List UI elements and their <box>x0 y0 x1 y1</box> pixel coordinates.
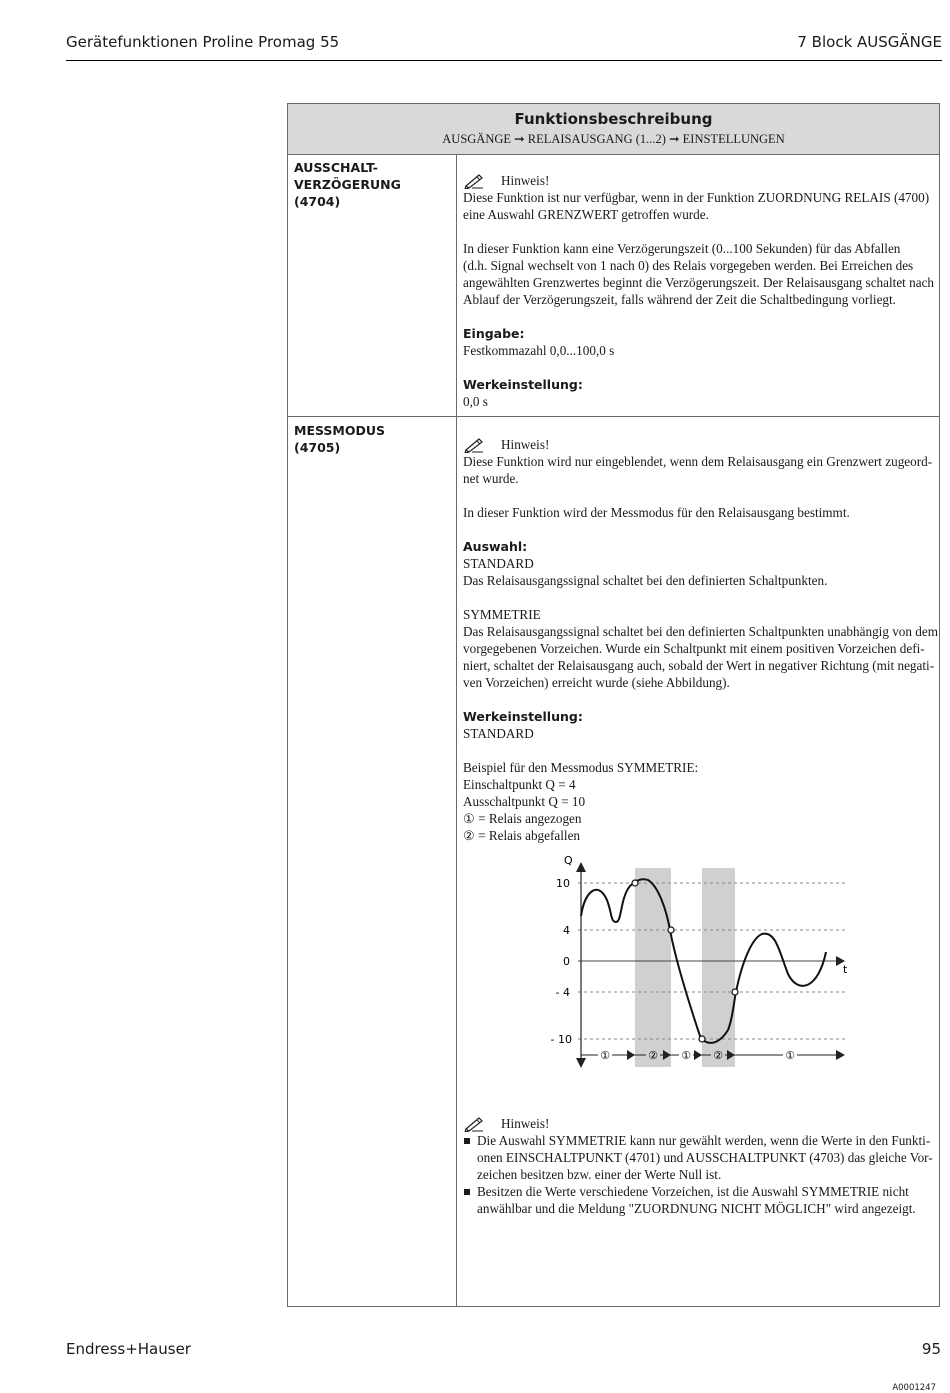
text-line: niert, schaltet der Relaisausgang auch, sobald der Wert in negativer Richtung (mit negati- <box>463 658 935 673</box>
text-line: net wurde. <box>463 471 519 486</box>
row-label <box>294 159 449 210</box>
y-axis-arrow-icon <box>576 1058 586 1068</box>
text-line: onen EINSCHALTPUNKT (4701) und AUSSCHALTPUNKT (4703) das gleiche Vor- <box>477 1150 933 1165</box>
y-tick-label: 10 <box>556 877 570 890</box>
text-line: angewählten Grenzwertes beginnt die Verzögerungszeit. Der Relaisausgang schaltet nach <box>463 275 935 290</box>
factory-value: 0,0 s <box>463 394 488 409</box>
text-line: ① = Relais angezogen <box>463 811 582 826</box>
text-line: eine Auswahl GRENZWERT getroffen wurde. <box>463 207 709 222</box>
option-standard-desc: Das Relaisausgangssignal schaltet bei den definierten Schaltpunkten. <box>463 573 828 588</box>
row-label <box>294 422 449 456</box>
text-line: Einschaltpunkt Q = 4 <box>463 777 576 792</box>
option-standard: STANDARD <box>463 556 534 571</box>
label-line: (4704) <box>294 194 341 209</box>
pencil-icon <box>463 1115 485 1132</box>
label-line: (4705) <box>294 440 341 455</box>
header-title: Gerätefunktionen Proline Promag 55 <box>66 33 340 51</box>
row-ausschaltverzoegerung <box>288 154 939 417</box>
symmetry-diagram <box>540 850 860 1072</box>
state-arrow-icon <box>627 1050 635 1060</box>
switch-point <box>668 927 674 933</box>
page-header <box>66 30 942 61</box>
x-axis-label: t <box>843 963 848 976</box>
input-value: Festkommazahl 0,0...100,0 s <box>463 343 615 358</box>
state-label: ② <box>713 1049 723 1062</box>
state-arrow-icon <box>836 1050 845 1060</box>
table-title: Funktionsbeschreibung <box>514 110 713 128</box>
figure-reference: A0001247 <box>892 1383 936 1393</box>
pencil-icon <box>463 436 485 453</box>
text-line: In dieser Funktion wird der Messmodus für den Relaisausgang bestimmt. <box>463 505 850 520</box>
y-tick-label: - 4 <box>555 986 570 999</box>
table-header <box>288 104 939 155</box>
header-chapter: 7 Block AUSGÄNGE <box>797 33 942 51</box>
shaded-region <box>635 868 671 1067</box>
hint-label: Hinweis! <box>501 437 550 452</box>
hint-label: Hinweis! <box>501 173 550 188</box>
text-line: vorgegebenen Vorzeichen. Wurde ein Schaltpunkt mit einem positiven Vorzeichen defi- <box>463 641 925 656</box>
pencil-icon <box>463 172 485 189</box>
y-axis-label: Q <box>564 854 573 867</box>
label-line: VERZÖGERUNG <box>294 177 401 192</box>
factory-heading: Werkeinstellung: <box>463 709 583 724</box>
hint <box>463 172 939 189</box>
bullet-list <box>463 1132 939 1217</box>
text-line: Das Relaisausgangssignal schaltet bei den definierten Schaltpunkten unabhängig von dem <box>463 624 938 639</box>
state-label: ② <box>648 1049 658 1062</box>
text-line: Die Auswahl SYMMETRIE kann nur gewählt werden, wenn die Werte in den Funkti- <box>477 1133 931 1148</box>
factory-value: STANDARD <box>463 726 534 741</box>
shaded-region <box>702 868 735 1067</box>
text-line: Beispiel für den Messmodus SYMMETRIE: <box>463 760 699 775</box>
label-line: AUSSCHALT- <box>294 160 378 175</box>
page-number: 95 <box>921 1340 941 1358</box>
text-line: anwählbar und die Meldung "ZUORDNUNG NICHT MÖGLICH" wird angezeigt. <box>477 1201 916 1216</box>
row-content <box>463 154 939 410</box>
switch-point <box>699 1036 705 1042</box>
text-line: In dieser Funktion kann eine Verzögerungszeit (0...100 Sekunden) für das Abfallen <box>463 241 901 256</box>
text-line: Diese Funktion wird nur eingeblendet, wenn dem Relaisausgang ein Grenzwert zugeord- <box>463 454 933 469</box>
text-line: ven Vorzeichen) erreicht wurde (siehe Abbildung). <box>463 675 730 690</box>
hint <box>463 1115 939 1132</box>
state-label: ① <box>785 1049 795 1062</box>
label-line: MESSMODUS <box>294 423 386 438</box>
y-tick-label: 0 <box>563 955 570 968</box>
switch-point <box>732 989 738 995</box>
text-line: zeichen besitzen bzw. einer der Werte Null ist. <box>477 1167 722 1182</box>
switch-point <box>632 880 638 886</box>
hint <box>463 436 939 453</box>
text-line: Besitzen die Werte verschiedene Vorzeichen, ist die Auswahl SYMMETRIE nicht <box>477 1184 909 1199</box>
input-heading: Eingabe: <box>463 326 525 341</box>
state-label: ① <box>681 1049 691 1062</box>
hint-label: Hinweis! <box>501 1116 550 1131</box>
text-line: ② = Relais abgefallen <box>463 828 581 843</box>
list-item <box>463 1183 939 1217</box>
y-tick-label: 4 <box>563 924 570 937</box>
option-symmetrie: SYMMETRIE <box>463 607 541 622</box>
table-breadcrumb: AUSGÄNGE ➞ RELAISAUSGANG (1...2) ➞ EINSTELLUNGEN <box>442 132 785 146</box>
text-line: Ablauf der Verzögerungszeit, falls während der Zeit die Schaltbedingung vorliegt. <box>463 292 896 307</box>
state-arrow-icon <box>694 1050 702 1060</box>
state-label: ① <box>600 1049 610 1062</box>
factory-heading: Werkeinstellung: <box>463 377 583 392</box>
text-line: Diese Funktion ist nur verfügbar, wenn in der Funktion ZUORDNUNG RELAIS (4700) <box>463 190 930 205</box>
row-content <box>463 417 939 1217</box>
text-line: Ausschaltpunkt Q = 10 <box>463 794 586 809</box>
y-axis-arrow-icon <box>576 862 586 872</box>
text-line: (d.h. Signal wechselt von 1 nach 0) des Relais vorgegeben werden. Bei Erreichen des <box>463 258 914 273</box>
list-item <box>463 1132 939 1183</box>
selection-heading: Auswahl: <box>463 539 528 554</box>
y-tick-label: - 10 <box>550 1033 572 1046</box>
footer-brand: Endress+Hauser <box>66 1340 191 1358</box>
